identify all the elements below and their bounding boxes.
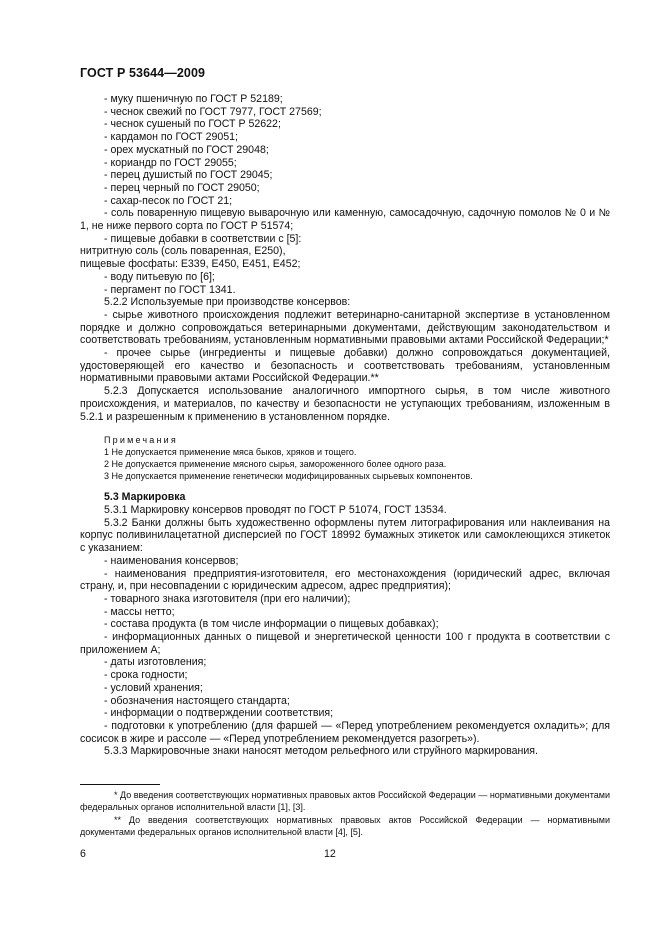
list-item: - соль поваренную пищевую выварочную или каменную, самосадочную, садочную помолов № 0 и № 1, не ниже первого сорта по ГОСТ Р 51574; (80, 207, 610, 233)
list-item: - массы нетто; (104, 605, 175, 618)
clause-5-2-3: 5.2.3 Допускается использование аналогичного импортного сырья, в том числе животного происхождения, и материалов, по качеству и безопасности не уступающих требованиям, изложенным в 5.2.1 и разрешенным к применению в установленном порядке. (80, 385, 610, 423)
clause-5-3-3: 5.3.3 Маркировочные знаки наносят методом рельефного или струйного маркирования. (104, 745, 538, 758)
list-item: - перец душистый по ГОСТ 29045; (104, 169, 273, 182)
note-item: 1 Не допускается применение мяса быков, хряков и тощего. (104, 447, 357, 458)
list-item: - сырье животного происхождения подлежит ветеринарно-санитарной экспертизе в установленном порядке и должно сопровождаться ветеринарными документами, действующим законодательством и соответствовать требованиям, установленным нормативными правовыми актами Российской Федерации;* (80, 308, 610, 347)
list-item: - информации о подтверждении соответствия; (104, 707, 334, 720)
list-item: - кардамон по ГОСТ 29051; (104, 131, 238, 144)
list-item: - информационных данных о пищевой и энергетической ценности 100 г продукта в соответствии с приложением А; (80, 631, 610, 656)
list-item: - наименования предприятия-изготовителя, его местонахождения (юридический адрес, включая страну, и, при несовпадении с юридическим адресом, адрес предприятия); (80, 567, 610, 593)
note-item: 2 Не допускается применение мясного сырья, замороженного более одного раза. (104, 459, 447, 470)
notes-title: Примечания (104, 435, 178, 446)
footnote-item: * До введения соответствующих нормативных правовых актов Российской Федерации — нормативными документами федеральных органов исполнительной власти [1], [3]. (80, 790, 610, 812)
list-item: - чеснок сушеный по ГОСТ Р 52622; (104, 118, 281, 131)
document-header: ГОСТ Р 53644—2009 (80, 66, 206, 80)
document-body (80, 93, 610, 758)
list-item: - срока годности; (104, 669, 188, 682)
list-item: - товарного знака изготовителя (при его наличии); (104, 592, 351, 605)
list-item: - прочее сырье (ингредиенты и пищевые добавки) должно сопровождаться документацией, удостоверяющей его качество и безопасность и соответствовать требованиям, установленным нормативными правовыми актами Российской Федерации.** (80, 347, 610, 385)
note-item: 3 Не допускается применение генетически модифицированных сырьевых компонентов. (104, 471, 473, 482)
list-item: - пергамент по ГОСТ 1341. (104, 283, 236, 296)
list-item: - даты изготовления; (104, 656, 207, 669)
list-item: - состава продукта (в том числе информации о пищевых добавках); (104, 618, 439, 631)
section-title: 5.3 Маркировка (104, 491, 186, 504)
list-item: - орех мускатный по ГОСТ 29048; (104, 143, 269, 156)
notes-block (80, 434, 610, 482)
list-subitem: нитритную соль (соль поваренная, Е250), (80, 245, 286, 258)
list-item: - кориандр по ГОСТ 29055; (104, 156, 237, 169)
page-number: 6 (80, 848, 86, 860)
footnote-item: ** До введения соответствующих нормативных правовых актов Российской Федерации — нормативными документами федеральных органов исполнительной власти [4], [5]. (80, 815, 610, 837)
sheet-number: 12 (324, 848, 336, 860)
list-item: - перец черный по ГОСТ 29050; (104, 181, 260, 194)
list-item: - муку пшеничную по ГОСТ Р 52189; (104, 93, 283, 105)
list-item: - наименования консервов; (104, 554, 239, 567)
list-item: - пищевые добавки в соответствии с [5]: (104, 232, 302, 245)
footnotes (80, 790, 610, 840)
clause-5-3-2: 5.3.2 Банки должны быть художественно оформлены путем литографирования или наклеивания на корпус поливинилацетатной дисперсией по ГОСТ 18992 бумажных этикеток или самоклеющихся этикеток с указанием: (80, 516, 610, 555)
list-item: - чеснок свежий по ГОСТ 7977, ГОСТ 27569; (104, 105, 322, 118)
list-item: - обозначения настоящего стандарта; (104, 694, 290, 707)
footnote-divider (80, 784, 160, 785)
list-subitem: пищевые фосфаты: Е339, Е450, Е451, Е452; (80, 258, 301, 271)
list-item: - условий хранения; (104, 681, 203, 694)
clause-5-2-2: 5.2.2 Используемые при производстве консервов: (104, 296, 351, 309)
clause-5-3-1: 5.3.1 Маркировку консервов проводят по ГОСТ Р 51074, ГОСТ 13534. (104, 503, 447, 516)
list-item: - подготовки к употреблению (для фаршей — «Перед употреблением рекомендуется охладить»; для сосисок в жире и рассоле — «Перед употреблением рекомендуется разогреть»). (80, 719, 610, 745)
list-item: - воду питьевую по [6]; (104, 270, 215, 283)
list-item: - сахар-песок по ГОСТ 21; (104, 194, 233, 207)
